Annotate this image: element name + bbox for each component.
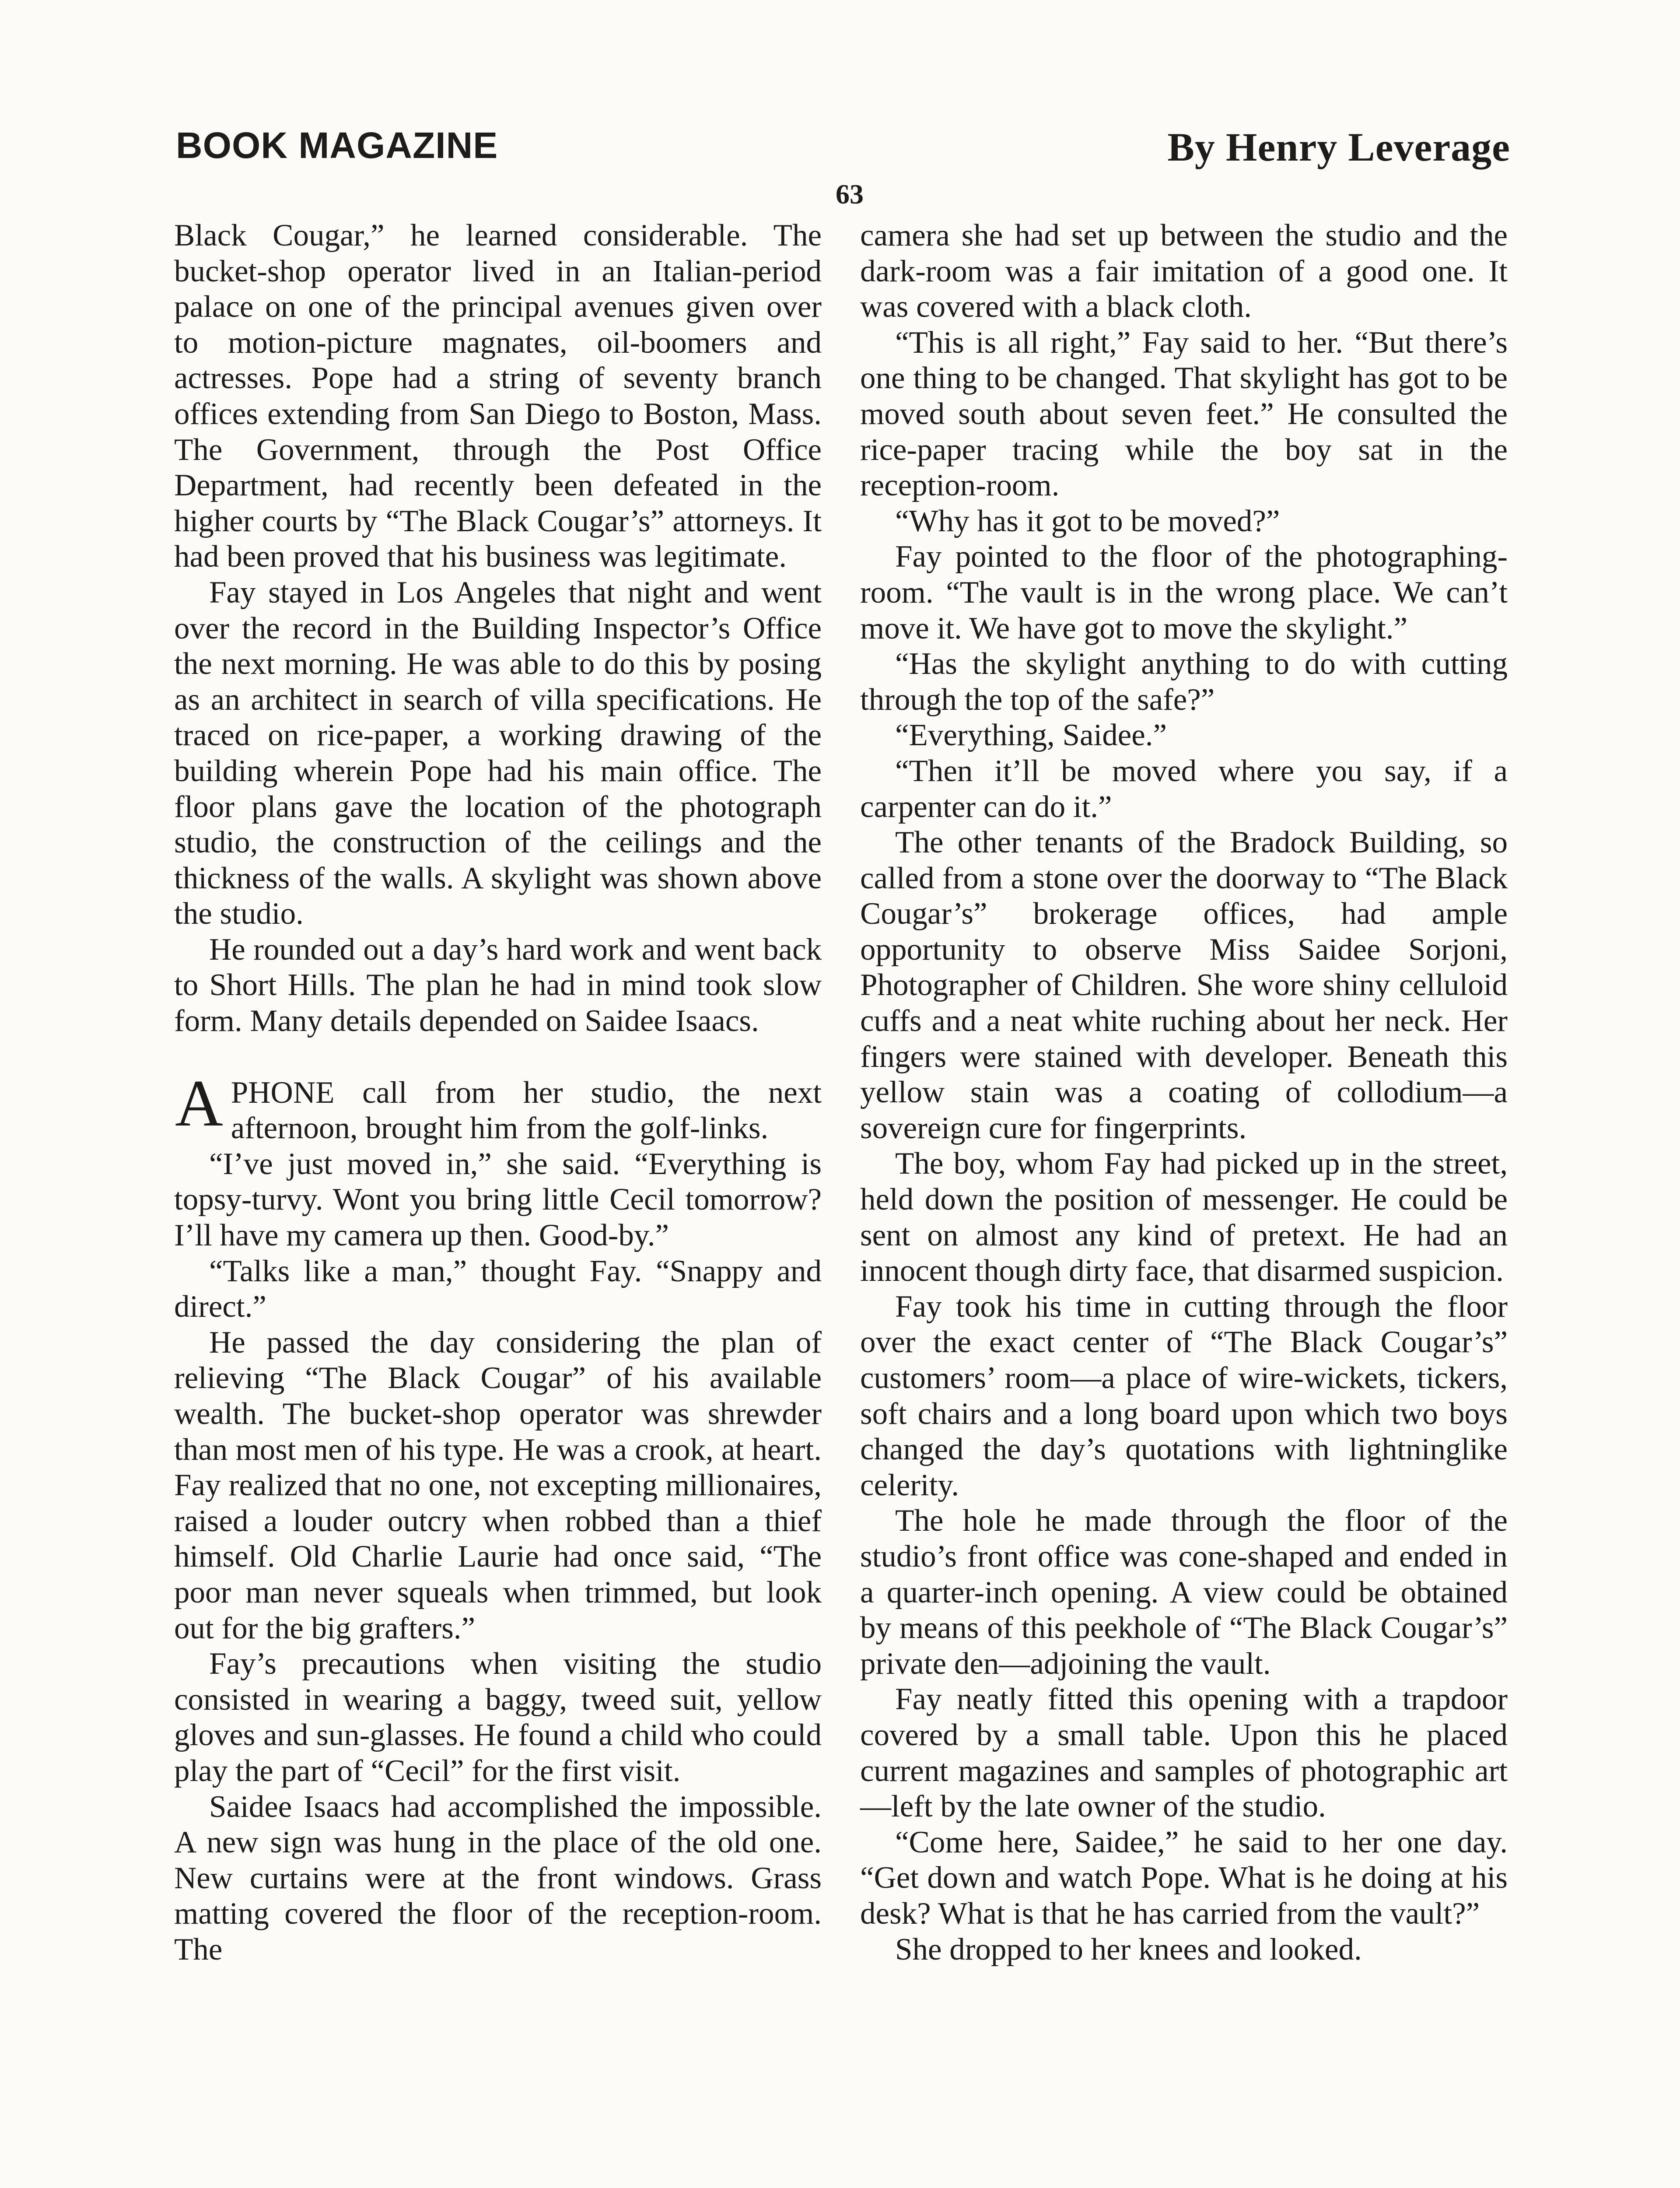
- paragraph: He rounded out a day’s hard work and went back to Short Hills. The plan he had in mind took slow form. Many details depended on Saidee Isaacs.: [174, 932, 822, 1038]
- section-opening-paragraph: [174, 1066, 822, 1147]
- paragraph: “Has the skylight anything to do with cutting through the top of the safe?”: [860, 647, 1508, 717]
- paragraph: The other tenants of the Bradock Building, so called from a stone over the doorway to “The Black Cougar’s” brokerage offices, had ample opportunity to observe Miss Saidee Sorjoni, Photographer of Children. She wore shiny celluloid cuffs and a neat white ruching about her neck. Her fingers were stained with developer. Beneath this yellow stain was a coating of collodium—a sovereign cure for fingerprints.: [860, 825, 1508, 1145]
- running-head-author: By Henry Leverage: [1167, 125, 1510, 169]
- paragraph: She dropped to her knees and looked.: [895, 1932, 1362, 1967]
- paragraph: Fay pointed to the floor of the photographing-room. “The vault is in the wrong place. We can’t move it. We have got to move the skylight.”: [860, 540, 1508, 645]
- drop-cap: A: [175, 1066, 223, 1140]
- paragraph: “Then it’ll be moved where you say, if a carpenter can do it.”: [860, 754, 1508, 824]
- paragraph: camera she had set up between the studio and the dark-room was a fair imitation of a good one. It was covered with a black cloth.: [860, 218, 1508, 324]
- paragraph-text: call from her studio, the next afternoon, brought him from the golf-links.: [231, 1075, 822, 1146]
- paragraph: Fay neatly fitted this opening with a trapdoor covered by a small table. Upon this he placed current magazines and samples of photographic art—left by the late owner of the studio.: [860, 1682, 1508, 1824]
- text-column-left: [174, 218, 822, 1968]
- paragraph: “Come here, Saidee,” he said to her one day. “Get down and watch Pope. What is he doing at his desk? What is that he has carried from the vault?”: [860, 1825, 1508, 1931]
- paragraph: “I’ve just moved in,” she said. “Everything is topsy-turvy. Wont you bring little Cecil tomorrow? I’ll have my camera up then. Good-by.”: [174, 1147, 822, 1253]
- paragraph: Fay stayed in Los Angeles that night and went over the record in the Building Inspector’s Office the next morning. He was able to do this by posing as an architect in search of villa specifications. He traced on rice-paper, a working drawing of the building wherein Pope had his main office. The floor plans gave the location of the photograph studio, the construction of the ceilings and the thickness of the walls. A skylight was shown above the studio.: [174, 575, 822, 931]
- page-number: 63: [836, 179, 864, 210]
- paragraph: Fay’s precautions when visiting the studio consisted in wearing a baggy, tweed suit, yellow gloves and sun-glasses. He found a child who could play the part of “Cecil” for the first visit.: [174, 1647, 822, 1788]
- paragraph: “Everything, Saidee.”: [895, 718, 1167, 753]
- running-head-title: BOOK MAGAZINE: [176, 125, 498, 166]
- text-column-right: [860, 218, 1508, 1967]
- paragraph: “This is all right,” Fay said to her. “But there’s one thing to be changed. That skylight has got to be moved south about seven feet.” He consulted the rice-paper tracing while the boy sat in the reception-room.: [860, 325, 1508, 503]
- paragraph: Saidee Isaacs had accomplished the impossible. A new sign was hung in the place of the old one. New curtains were at the front windows. Grass matting covered the floor of the reception-room. The: [174, 1789, 822, 1967]
- paragraph: He passed the day considering the plan of relieving “The Black Cougar” of his available wealth. The bucket-shop operator was shrewder than most men of his type. He was a crook, at heart. Fay realized that no one, not excepting millionaires, raised a louder outcry when robbed than a thief himself. Old Charlie Laurie had once said, “The poor man never squeals when trimmed, but look out for the big grafters.”: [174, 1325, 822, 1645]
- paragraph: The boy, whom Fay had picked up in the street, held down the position of messenger. He could be sent on almost any kind of pretext. He had an innocent though dirty face, that disarmed suspicion.: [860, 1147, 1508, 1288]
- paragraph: The hole he made through the floor of the studio’s front office was cone-shaped and ended in a quarter-inch opening. A view could be obtained by means of this peekhole of “The Black Cougar’s” private den—adjoining the vault.: [860, 1504, 1508, 1681]
- lead-in-caps: PHONE: [231, 1075, 335, 1110]
- paragraph: “Talks like a man,” thought Fay. “Snappy and direct.”: [174, 1254, 822, 1324]
- paragraph: Fay took his time in cutting through the floor over the exact center of “The Black Cougar’s” customers’ room—a place of wire-wickets, tickers, soft chairs and a long board upon which two boys changed the day’s quotations with lightninglike celerity.: [860, 1289, 1508, 1502]
- paragraph: Black Cougar,” he learned considerable. The bucket-shop operator lived in an Italian-period palace on one of the principal avenues given over to motion-picture magnates, oil-boomers and actresses. Pope had a string of seventy branch offices extending from San Diego to Boston, Mass. The Government, through the Post Office Department, had recently been defeated in the higher courts by “The Black Cougar’s” attorneys. It had been proved that his business was legitimate.: [174, 218, 822, 574]
- paragraph: “Why has it got to be moved?”: [895, 504, 1280, 538]
